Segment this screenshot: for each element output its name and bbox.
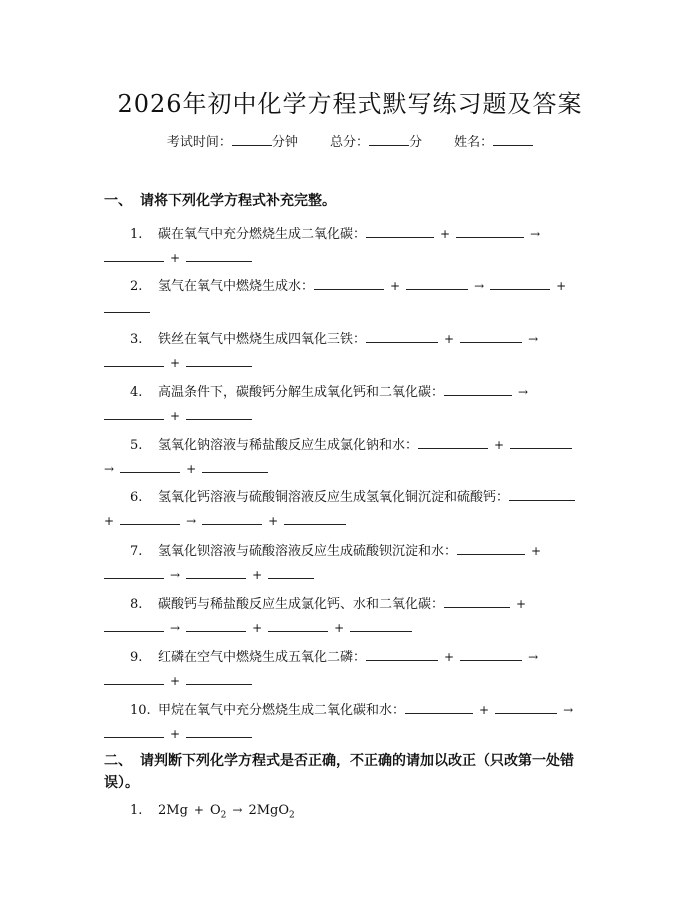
page-title: 2026年初中化学方程式默写练习题及答案 bbox=[117, 90, 583, 118]
arrow-icon: → bbox=[170, 621, 181, 635]
answer-blank[interactable] bbox=[186, 354, 252, 367]
answer-blank[interactable] bbox=[104, 407, 164, 420]
plus-sign: + bbox=[170, 251, 181, 265]
fill-item-3 bbox=[104, 329, 604, 374]
fill-item-7 bbox=[104, 541, 604, 586]
plus-sign: + bbox=[516, 597, 527, 611]
exam-meta bbox=[0, 131, 700, 150]
plus-sign: + bbox=[252, 621, 263, 635]
answer-blank[interactable] bbox=[104, 725, 164, 738]
time-label: 考试时间： bbox=[166, 135, 232, 150]
fill-item-1 bbox=[104, 224, 604, 269]
item-index: 2. bbox=[130, 279, 143, 294]
section-1-heading bbox=[104, 190, 604, 212]
arrow-icon: → bbox=[530, 227, 541, 241]
arrow-icon: → bbox=[518, 385, 529, 399]
answer-blank[interactable] bbox=[457, 542, 525, 555]
plus-sign: + bbox=[444, 332, 455, 346]
plus-sign: + bbox=[170, 409, 181, 423]
fill-item-5 bbox=[104, 435, 604, 480]
answer-blank[interactable] bbox=[460, 648, 522, 661]
item-prompt: 甲烷在氧气中充分燃烧生成二氧化碳和水： bbox=[158, 703, 406, 718]
item-index: 3. bbox=[130, 332, 143, 347]
plus-sign: + bbox=[556, 279, 567, 293]
item-index: 6. bbox=[130, 490, 143, 505]
plus-sign: + bbox=[334, 621, 345, 635]
plus-sign: + bbox=[494, 438, 505, 452]
arrow-icon: → bbox=[528, 332, 539, 346]
answer-blank[interactable] bbox=[495, 701, 557, 714]
section-2-title-line2: 误）。 bbox=[104, 775, 139, 791]
judge-item-1 bbox=[104, 800, 604, 826]
answer-blank[interactable] bbox=[406, 277, 468, 290]
answer-blank[interactable] bbox=[104, 619, 164, 632]
plus-sign: + bbox=[252, 568, 263, 582]
fill-item-9 bbox=[104, 647, 604, 692]
equation-reactant-1: 2Mg bbox=[158, 803, 188, 818]
answer-blank[interactable] bbox=[268, 619, 328, 632]
answer-blank[interactable] bbox=[104, 249, 164, 262]
plus-sign: + bbox=[479, 703, 490, 717]
answer-blank[interactable] bbox=[509, 488, 575, 501]
answer-blank[interactable] bbox=[444, 595, 510, 608]
plus-sign: + bbox=[104, 514, 115, 528]
score-unit: 分 bbox=[409, 135, 423, 150]
answer-blank[interactable] bbox=[490, 277, 550, 290]
answer-blank[interactable] bbox=[510, 436, 572, 449]
equation-product: 2MgO$_2$ bbox=[248, 803, 295, 821]
answer-blank[interactable] bbox=[186, 619, 246, 632]
exam-time-field bbox=[167, 131, 298, 150]
fill-item-6 bbox=[104, 488, 604, 532]
answer-blank[interactable] bbox=[186, 249, 252, 262]
fill-item-8 bbox=[104, 594, 604, 639]
item-index: 7. bbox=[130, 544, 143, 559]
section-1-number: 一、 bbox=[104, 193, 132, 209]
section-2-title-line1: 请判断下列化学方程式是否正确，不正确的请加以改正（只改第一处错 bbox=[140, 753, 574, 769]
answer-blank[interactable] bbox=[104, 672, 164, 685]
answer-blank[interactable] bbox=[405, 701, 473, 714]
plus-sign: + bbox=[390, 279, 401, 293]
fill-item-10 bbox=[104, 700, 604, 745]
arrow-icon: → bbox=[528, 650, 539, 664]
answer-blank[interactable] bbox=[202, 460, 268, 473]
answer-blank[interactable] bbox=[104, 566, 164, 579]
answer-blank[interactable] bbox=[268, 566, 314, 579]
answer-blank[interactable] bbox=[186, 407, 252, 420]
item-index: 5. bbox=[130, 438, 143, 453]
answer-blank[interactable] bbox=[366, 330, 438, 343]
answer-blank[interactable] bbox=[186, 725, 252, 738]
item-prompt: 碳在氧气中充分燃烧生成二氧化碳： bbox=[158, 227, 367, 242]
item-index: 8. bbox=[130, 597, 143, 612]
arrow-icon: → bbox=[186, 514, 197, 528]
score-label: 总分： bbox=[329, 135, 369, 150]
item-prompt: 氢氧化钙溶液与硫酸铜溶液反应生成氢氧化铜沉淀和硫酸钙： bbox=[158, 490, 510, 505]
plus-sign: + bbox=[440, 227, 451, 241]
item-index: 4. bbox=[130, 385, 143, 400]
item-index: 1. bbox=[130, 803, 143, 818]
section-2-heading bbox=[104, 750, 594, 794]
fill-item-2 bbox=[104, 276, 604, 320]
time-unit: 分钟 bbox=[271, 135, 298, 150]
plus-sign: + bbox=[170, 356, 181, 370]
name-label: 姓名： bbox=[454, 135, 494, 150]
answer-blank[interactable] bbox=[366, 225, 434, 238]
item-prompt: 铁丝在氧气中燃烧生成四氧化三铁： bbox=[158, 332, 367, 347]
fill-item-4 bbox=[104, 382, 604, 427]
plus-sign: + bbox=[170, 674, 181, 688]
item-prompt: 碳酸钙与稀盐酸反应生成氯化钙、水和二氧化碳： bbox=[158, 597, 445, 612]
plus-sign: + bbox=[531, 544, 542, 558]
student-name-field bbox=[454, 131, 533, 150]
plus-sign: + bbox=[444, 650, 455, 664]
answer-blank[interactable] bbox=[350, 619, 412, 632]
answer-blank[interactable] bbox=[104, 354, 164, 367]
answer-blank[interactable] bbox=[120, 512, 180, 525]
answer-blank[interactable] bbox=[456, 225, 524, 238]
section-1-title: 请将下列化学方程式补充完整。 bbox=[140, 193, 336, 209]
answer-blank[interactable] bbox=[314, 277, 384, 290]
arrow-icon: → bbox=[232, 803, 243, 817]
arrow-icon: → bbox=[474, 279, 485, 293]
item-prompt: 氢气在氧气中燃烧生成水： bbox=[158, 279, 315, 294]
item-index: 10. bbox=[130, 703, 151, 718]
item-prompt: 高温条件下，碳酸钙分解生成氧化钙和二氧化碳： bbox=[158, 385, 445, 400]
equation-reactant-2: $O_2$ bbox=[209, 803, 227, 821]
answer-blank[interactable] bbox=[460, 330, 522, 343]
total-score-field bbox=[330, 131, 422, 150]
answer-blank[interactable] bbox=[202, 512, 262, 525]
answer-blank[interactable] bbox=[120, 460, 180, 473]
answer-blank[interactable] bbox=[444, 383, 512, 396]
answer-blank[interactable] bbox=[366, 648, 438, 661]
name-blank[interactable] bbox=[493, 133, 533, 146]
score-blank[interactable] bbox=[369, 133, 409, 146]
answer-blank[interactable] bbox=[186, 672, 252, 685]
arrow-icon: → bbox=[170, 568, 181, 582]
item-index: 1. bbox=[130, 227, 143, 242]
section-2-number: 二、 bbox=[104, 753, 132, 769]
arrow-icon: → bbox=[104, 462, 115, 476]
item-prompt: 红磷在空气中燃烧生成五氧化二磷： bbox=[158, 650, 367, 665]
answer-blank[interactable] bbox=[104, 300, 150, 313]
answer-blank[interactable] bbox=[186, 566, 246, 579]
plus-sign: + bbox=[268, 514, 279, 528]
answer-blank[interactable] bbox=[418, 436, 488, 449]
item-prompt: 氢氧化钠溶液与稀盐酸反应生成氯化钠和水： bbox=[158, 438, 419, 453]
plus-sign: + bbox=[186, 462, 197, 476]
time-blank[interactable] bbox=[232, 133, 272, 146]
item-index: 9. bbox=[130, 650, 143, 665]
plus-sign: + bbox=[193, 803, 204, 817]
plus-sign: + bbox=[170, 727, 181, 741]
arrow-icon: → bbox=[563, 703, 574, 717]
item-prompt: 氢氧化钡溶液与硫酸溶液反应生成硫酸钡沉淀和水： bbox=[158, 544, 458, 559]
answer-blank[interactable] bbox=[284, 512, 346, 525]
